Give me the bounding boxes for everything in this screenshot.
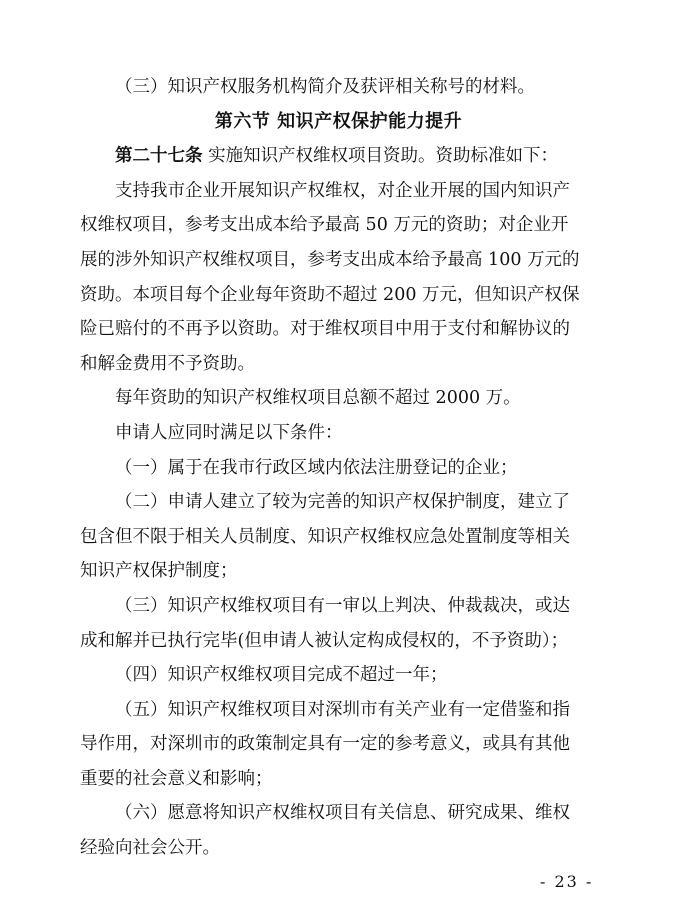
condition-1: （一）属于在我市行政区域内依法注册登记的企业； xyxy=(115,457,518,478)
condition-2-line: 包含但不限于相关人员制度、知识产权维权应急处置制度等相关 xyxy=(80,526,570,547)
list-item-materials: （三）知识产权服务机构简介及获评相关称号的材料。 xyxy=(115,77,535,97)
condition-2: （二）申请人建立了较为完善的知识产权保护制度，建立了 xyxy=(115,492,570,513)
condition-4: （四）知识产权维权项目完成不超过一年； xyxy=(115,665,448,686)
paragraph-line: 和解金费用不予资助。 xyxy=(80,353,255,374)
condition-3-line: 成和解并已执行完毕(但申请人被认定构成侵权的，不予资助）； xyxy=(80,630,569,651)
article-27-lead xyxy=(80,139,597,174)
condition-5: （五）知识产权维权项目对深圳市有关产业有一定借鉴和指 xyxy=(115,699,570,720)
condition-3: （三）知识产权维权项目有一审以上判决、仲裁裁决，或达 xyxy=(115,595,570,616)
section-heading: 第六节 知识产权保护能力提升 xyxy=(214,110,463,132)
condition-5-line: 导作用，对深圳市的政策制定具有一定的参考意义，或具有其他 xyxy=(80,734,570,755)
condition-6-line: 经验向社会公开。 xyxy=(80,838,220,859)
condition-6: （六）愿意将知识产权维权项目有关信息、研究成果、维权 xyxy=(115,803,570,824)
paragraph-line: 权维权项目，参考支出成本给予最高 50 万元的资助；对企业开 xyxy=(80,215,569,236)
condition-5-line: 重要的社会意义和影响； xyxy=(80,768,273,789)
document-body xyxy=(80,70,597,866)
paragraph-line: 展的涉外知识产权维权项目，参考支出成本给予最高 100 万元的 xyxy=(80,249,580,270)
paragraph-line: 险已赔付的不再予以资助。对于维权项目中用于支付和解协议的 xyxy=(80,319,570,340)
page-number: - 23 - xyxy=(540,872,594,891)
article-number: 第二十七条 xyxy=(115,146,203,167)
paragraph-total-limit: 每年资助的知识产权维权项目总额不超过 2000 万。 xyxy=(115,388,521,409)
paragraph-conditions-intro: 申请人应同时满足以下条件： xyxy=(115,422,343,443)
condition-2-line: 知识产权保护制度； xyxy=(80,561,238,582)
paragraph-line: 支持我市企业开展知识产权维权，对企业开展的国内知识产 xyxy=(115,180,570,201)
paragraph-line: 资助。本项目每个企业每年资助不超过 200 万元，但知识产权保 xyxy=(80,284,580,305)
article-lead-text: 实施知识产权维权项目资助。资助标准如下： xyxy=(202,146,559,167)
